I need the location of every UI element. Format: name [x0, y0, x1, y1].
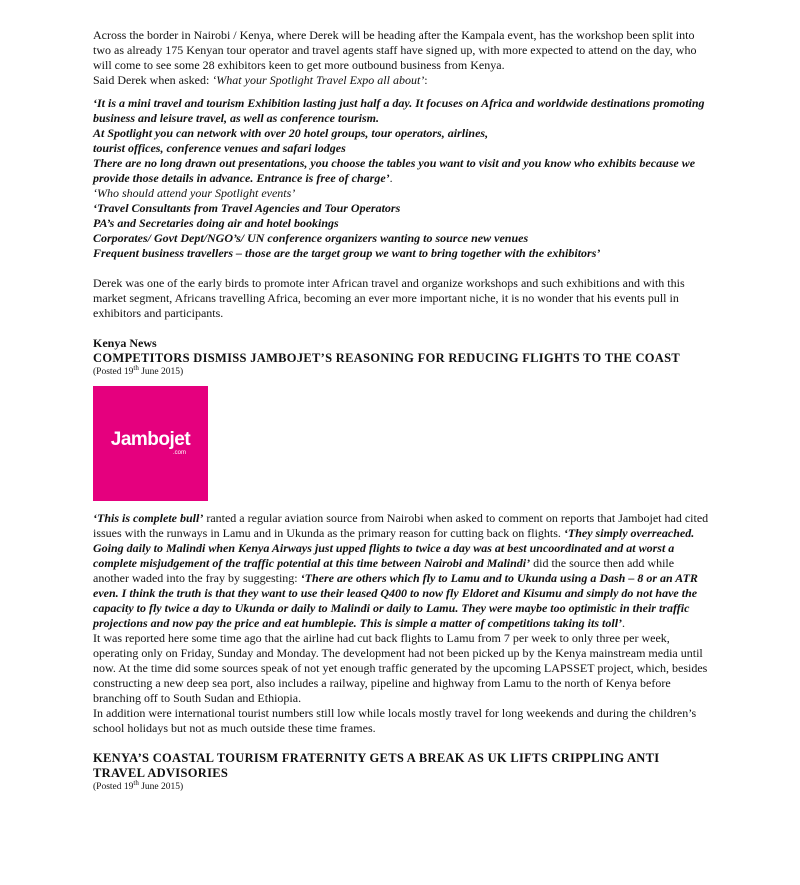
section-title: Kenya News: [93, 336, 157, 350]
said-suffix: :: [424, 73, 428, 87]
article-paragraph: In addition were international tourist numbers still low while locals mostly travel for long weekends and during the children’s school holidays but not as much outside these time frames.: [93, 706, 697, 735]
article-headline: COMPETITORS DISMISS JAMBOJET’S REASONING FOR REDUCING FLIGHTS TO THE COAST: [93, 351, 681, 365]
quote-line: ‘It is a mini travel and tourism Exhibition lasting just half a day. It focuses on Africa and worldwide destinations promoting business and leisure travel, as well as conference tourism.: [93, 96, 705, 125]
derek-paragraph: Derek was one of the early birds to promote inter African travel and organize workshops and such exhibitions and with this market segment, Africans travelling Africa, becoming an ever more important niche, it is no wonder that his events pull in exhibitors and participants.: [93, 276, 685, 320]
said-prefix: Said Derek when asked:: [93, 73, 213, 87]
quote-line: There are no long drawn out presentations, you choose the tables you want to visit and you know who exhibits because we provide those details in advance. Entrance is free of charge’.: [93, 156, 696, 185]
next-article-headline: KENYA’S COASTAL TOURISM FRATERNITY GETS A BREAK AS UK LIFTS CRIPPLING ANTI TRAVEL ADVISORIES: [93, 751, 660, 780]
article-paragraph: ‘This is complete bull’ ranted a regular aviation source from Nairobi when asked to comment on reports that Jambojet had cited issues with the runways in Lamu and in Ukunda as the primary reason for cutting back on flights. ‘They simply overreached. Going daily to Malindi when Kenya Airways just upped flights to twice a day was at best uncoordinated and at worst a complete misjudgement of the traffic potential at this time between Nairobi and Malindi’ did the source then add while another waded into the fray by suggesting: ‘There are others which fly to Lamu and to Ukunda using a Dash – 8 or an ATR even. I think the truth is that they want to use their leased Q400 to now fly Eldoret and Kisumu and simply do not have the capacity to fly twice a day to Ukunda or daily to Malindi or daily to Lamu. They were maybe too optimistic in their traffic projections and now pay the price and eat humblepie. This is simple a matter of competitions taking its toll’.: [93, 511, 709, 630]
intro-paragraph: [93, 28, 711, 88]
intro-text: Across the border in Nairobi / Kenya, where Derek will be heading after the Kampala event, has the workshop been split into two as already 175 Kenyan tour operator and travel agents staff have signed up, with more expected to attend on the day, who will come to see some 28 exhibitors keen to get more outbound business from Kenya.: [93, 28, 697, 72]
logo-wordmark: Jambojet: [110, 429, 191, 450]
article-paragraph: It was reported here some time ago that the airline had cut back flights to Lamu from 7 per week to only three per week, operating only on Friday, Sunday and Monday. The development had not been picked up by the Kenya mainstream media until now. At the time did some sources speak of not yet enough traffic generated by the upcoming LAPSSET project, which, besides constructing a new deep sea port, also includes a railway, pipeline and highway from Lamu to the north of Kenya before branching off to South Sudan and Ethiopia.: [93, 631, 708, 705]
derek-quote-block: [93, 96, 711, 261]
quote-line: tourist offices, conference venues and safari lodges: [93, 141, 346, 155]
document-page: [93, 28, 711, 793]
posted-date: (Posted 19th June 2015): [93, 778, 184, 792]
quote-line: At Spotlight you can network with over 20 hotel groups, tour operators, airlines,: [93, 126, 489, 140]
said-question: ‘What your Spotlight Travel Expo all about’: [212, 73, 425, 87]
quote-line: Frequent business travellers – those are the target group we want to bring together with the exhibitors’: [93, 246, 601, 260]
logo-domain: .com: [172, 450, 186, 456]
quote-line: Corporates/ Govt Dept/NGO’s/ UN conference organizers wanting to source new venues: [93, 231, 529, 245]
quote-question: ‘Who should attend your Spotlight events’: [93, 186, 296, 200]
jambojet-logo: [93, 386, 208, 501]
posted-date: (Posted 19th June 2015): [93, 363, 184, 377]
quote-line: PA’s and Secretaries doing air and hotel bookings: [93, 216, 339, 230]
quote-line: ‘Travel Consultants from Travel Agencies and Tour Operators: [93, 201, 401, 215]
